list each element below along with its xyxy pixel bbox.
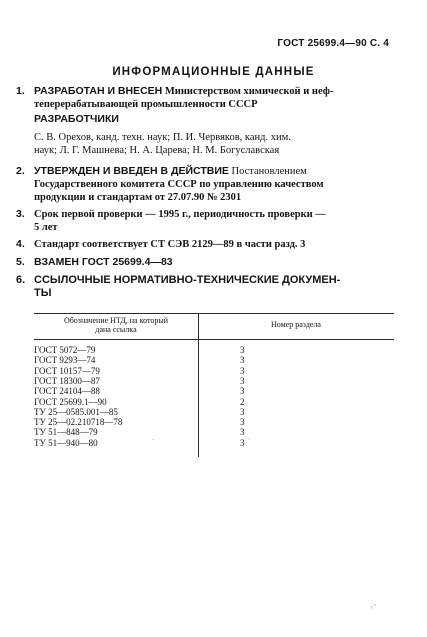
table-cell-ntd: ТУ 51—940—80 xyxy=(34,437,98,448)
table-cell-section: 3 xyxy=(240,386,245,397)
table-cell-ntd: ТУ 25—02.210718—78 xyxy=(34,417,123,428)
table-row xyxy=(34,427,394,437)
table-header-ntd: Обозначение НТД, на который дана ссылка xyxy=(63,316,169,334)
table-top-rule xyxy=(34,313,394,314)
table-row xyxy=(34,386,394,396)
table-row xyxy=(34,438,394,448)
info-item-2 xyxy=(16,165,396,204)
item-text: 5 лет xyxy=(34,222,58,233)
item-text: теперерабатывающей промышленности СССР xyxy=(34,99,258,110)
info-item-3 xyxy=(16,208,396,234)
table-header-rule xyxy=(34,339,394,340)
item-text: Министерством химической и неф- xyxy=(164,86,334,97)
table-header-section: Номер раздела xyxy=(271,320,321,329)
item-text: Срок первой проверки — 1995 г., периодичность проверки — xyxy=(34,209,326,220)
item-lead: РАЗРАБОТАН И ВНЕСЕН xyxy=(34,85,163,97)
item-text: продукции и стандартам от 27.07.90 № 2301 xyxy=(34,192,242,203)
table-row xyxy=(34,397,394,407)
table-cell-ntd: ГОСТ 25699.1—90 xyxy=(34,396,107,407)
item-lead: УТВЕРЖДЕН И ВВЕДЕН В ДЕЙСТВИЕ xyxy=(34,165,229,177)
table-row xyxy=(34,407,394,417)
table-cell-section: 3 xyxy=(240,365,245,376)
item-text: ВЗАМЕН ГОСТ 25699.4—83 xyxy=(34,256,173,268)
table-cell-section: 2 xyxy=(240,396,245,407)
item-number: 3. xyxy=(16,208,25,220)
document-title: ИНФОРМАЦИОННЫЕ ДАННЫЕ xyxy=(112,66,315,78)
info-item-4 xyxy=(16,238,396,251)
item-number: 5. xyxy=(16,256,25,268)
table-cell-ntd: ТУ 51—848—79 xyxy=(34,427,98,438)
table-cell-ntd: ГОСТ 24104—88 xyxy=(34,386,100,397)
page-smudge: ᶜ˚ xyxy=(371,603,377,613)
item-text: Стандарт соответствует СТ СЭВ 2129—89 в части разд. 3 xyxy=(34,239,306,250)
table-cell-ntd: ТУ 25—0585.001—85 xyxy=(34,406,118,417)
item-text: ССЫЛОЧНЫЕ НОРМАТИВНО-ТЕХНИЧЕСКИЕ ДОКУМЕН- xyxy=(34,274,341,286)
item-text: Государственного комитета СССР по управлению качеством xyxy=(34,179,324,190)
page-header-gost-number: ГОСТ 25699.4—90 С. 4 xyxy=(277,38,389,49)
item-number: 2. xyxy=(16,165,25,177)
table-row xyxy=(34,417,394,427)
item-number: 4. xyxy=(16,238,25,250)
table-cell-section: 3 xyxy=(240,437,245,448)
info-item-1 xyxy=(16,85,396,111)
info-item-5 xyxy=(16,256,396,269)
table-cell-section: 3 xyxy=(240,345,245,355)
developers-list xyxy=(34,131,396,157)
table-cell-ntd: ГОСТ 10157—79 xyxy=(34,365,100,376)
table-row xyxy=(34,355,394,365)
table-cell-ntd: ГОСТ 18300—87 xyxy=(34,375,100,386)
page-smudge: ᵕ xyxy=(152,436,155,444)
developers-line: наук; Л. Г. Машнева; Н. А. Царева; Н. М. Богуславская xyxy=(34,145,280,156)
item-number: 6. xyxy=(16,274,26,286)
developers-heading: РАЗРАБОТЧИКИ xyxy=(34,113,119,125)
item-text: ТЫ xyxy=(34,287,52,299)
table-cell-section: 3 xyxy=(240,355,245,366)
item-number: 1. xyxy=(16,85,25,97)
table-cell-section: 3 xyxy=(240,427,245,438)
table-row xyxy=(34,366,394,376)
table-cell-section: 3 xyxy=(240,417,245,428)
table-row xyxy=(34,345,394,355)
table-cell-section: 3 xyxy=(240,375,245,386)
info-item-6 xyxy=(16,274,396,300)
table-cell-ntd: ГОСТ 5072—79 xyxy=(34,345,96,355)
table-row xyxy=(34,376,394,386)
table-cell-ntd: ГОСТ 9293—74 xyxy=(34,355,96,366)
page-smudge: · xyxy=(248,435,251,444)
table-cell-section: 3 xyxy=(240,406,245,417)
item-text: Постановлением xyxy=(231,166,307,177)
developers-line: С. В. Орехов, канд. техн. наук; П. И. Червяков, канд. хим. xyxy=(34,132,291,143)
